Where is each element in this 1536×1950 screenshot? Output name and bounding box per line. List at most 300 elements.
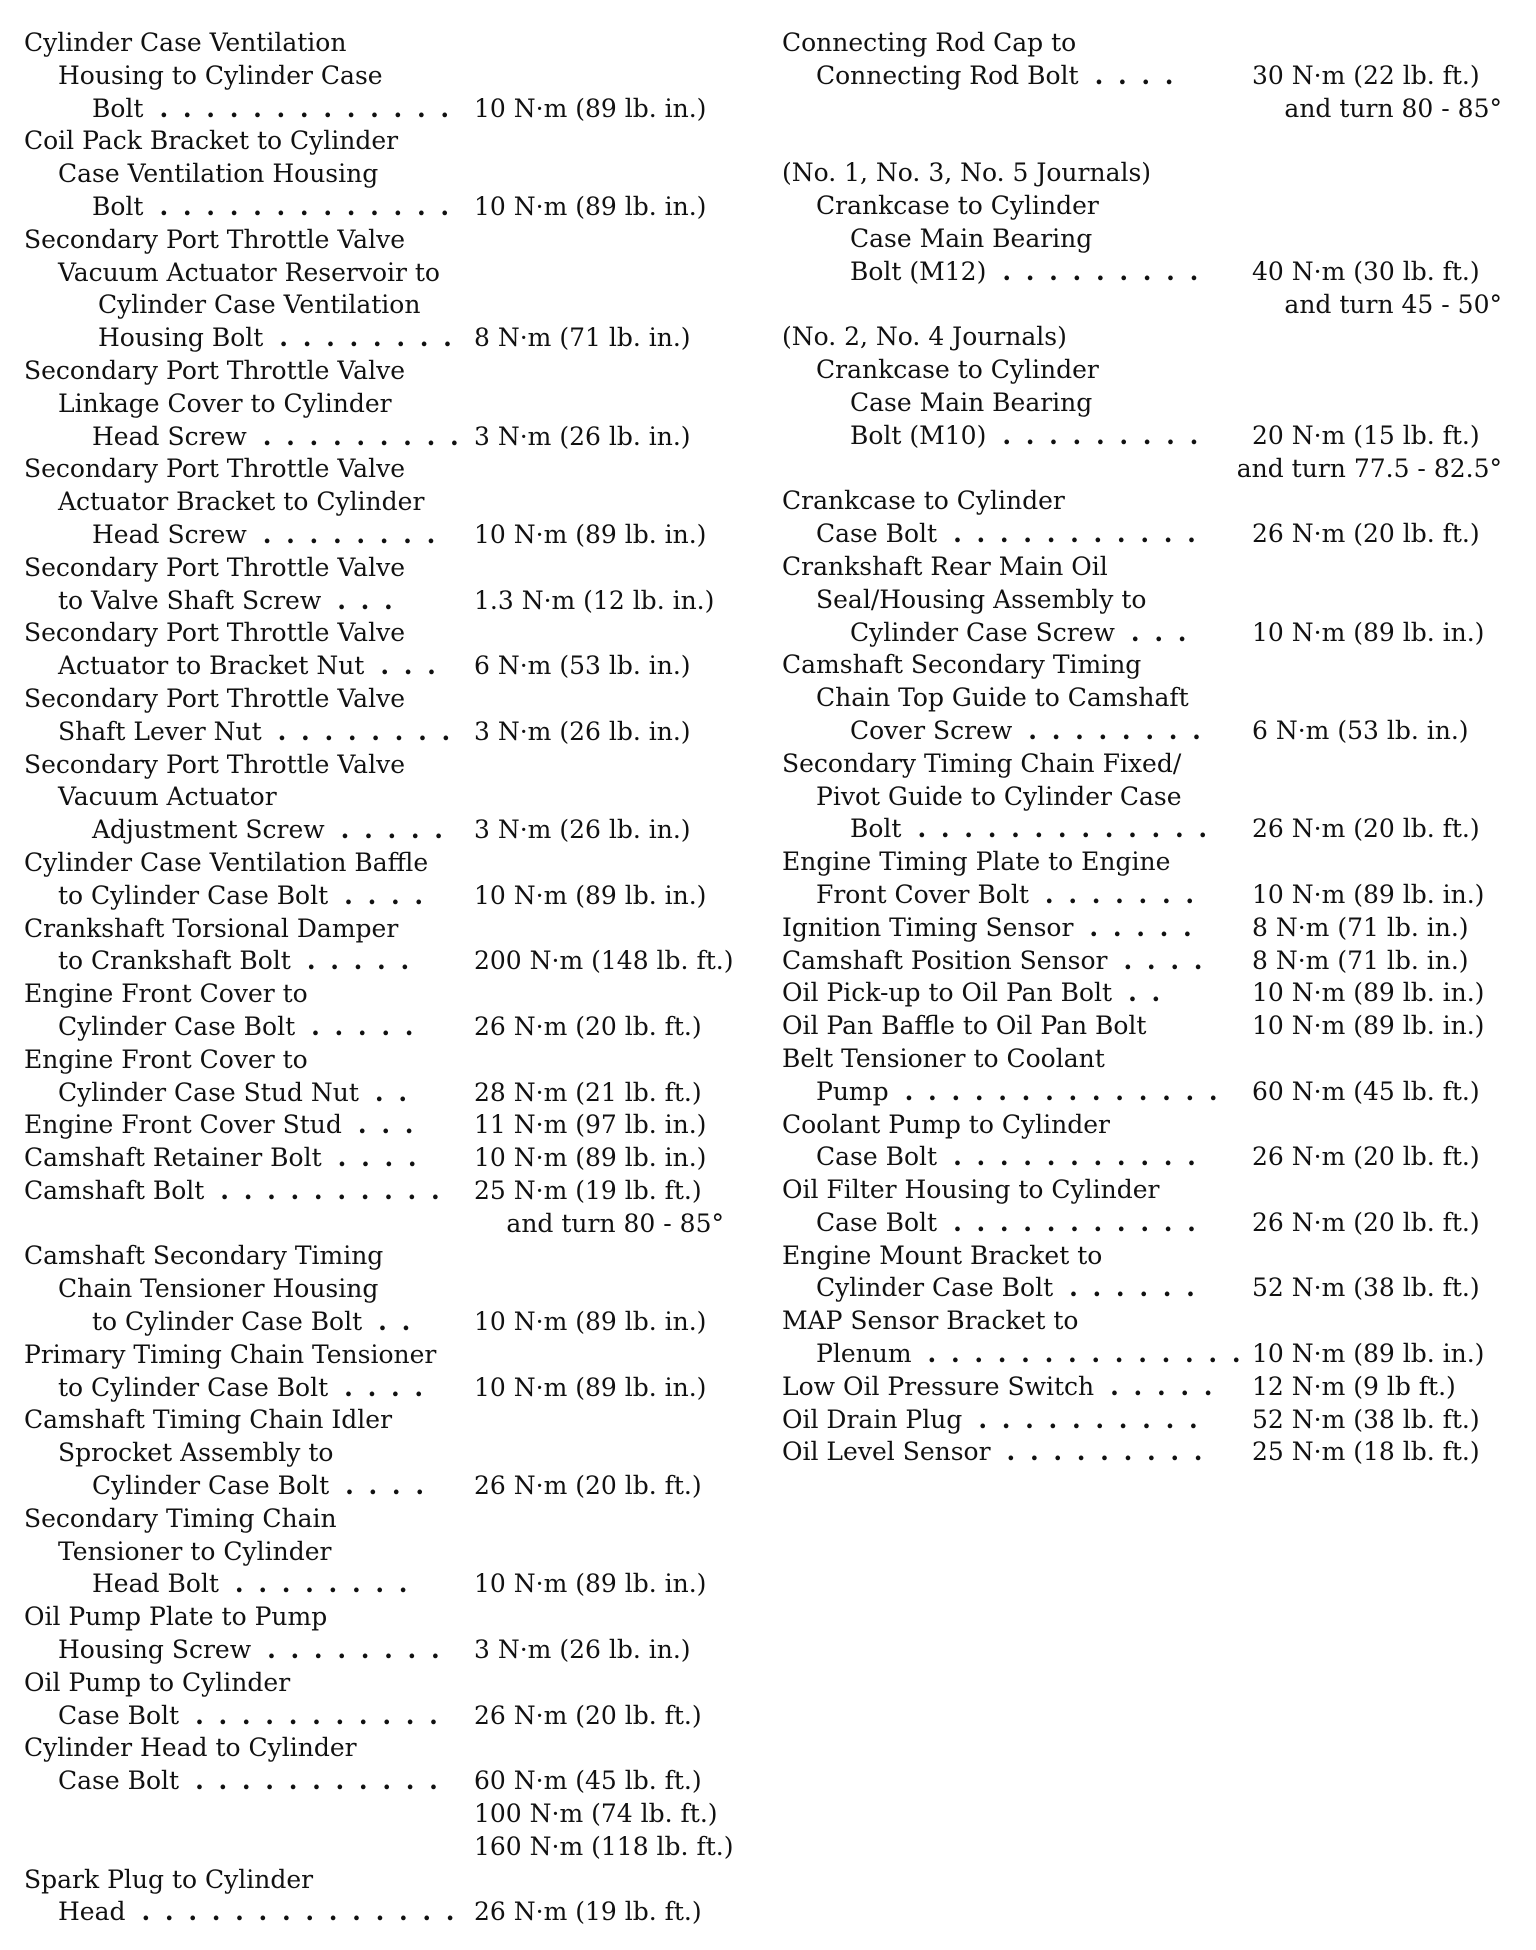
torque-value: 30 N·m (22 lb. ft.): [1252, 60, 1480, 90]
spec-line: [782, 649, 1502, 682]
spec-line: [782, 157, 1502, 190]
fastener-label: Crankshaft Torsional Damper: [24, 913, 399, 943]
spec-line: [782, 617, 1502, 650]
spec-line: [782, 551, 1502, 584]
fastener-label: Crankcase to Cylinder: [782, 486, 1065, 516]
torque-extra: [782, 93, 1502, 126]
fastener-label: Cylinder Case Bolt: [92, 1471, 330, 1501]
torque-value: 1.3 N·m (12 lb. in.): [474, 585, 715, 615]
spec-line: [24, 1536, 724, 1569]
torque-spec-entry: [782, 1305, 1502, 1371]
torque-value: 60 N·m (45 lb. ft.): [1252, 1076, 1480, 1106]
spec-line: [24, 847, 724, 880]
fastener-label: to Cylinder Case Bolt: [58, 1372, 329, 1402]
torque-extra: [24, 1798, 724, 1831]
fastener-label: Engine Front Cover Stud: [24, 1110, 342, 1140]
torque-spec-entry: [782, 912, 1502, 945]
torque-value: 26 N·m (20 lb. ft.): [1252, 1142, 1480, 1172]
fastener-label: Cylinder Case Ventilation: [98, 290, 421, 320]
spec-line: [782, 1010, 1502, 1043]
torque-extra: [782, 453, 1502, 486]
torque-spec-entry: [24, 1142, 724, 1175]
dot-leader: . . . . .: [306, 946, 413, 976]
torque-spec-entry: [24, 1404, 724, 1502]
fastener-label: to Cylinder Case Bolt: [58, 880, 329, 910]
fastener-label: Spark Plug to Cylinder: [24, 1864, 314, 1894]
spec-line: [24, 93, 724, 126]
dot-leader: . . .: [1130, 617, 1190, 647]
fastener-label: Adjustment Screw: [92, 815, 325, 845]
spec-line: [782, 682, 1502, 715]
fastener-label: Case Main Bearing: [850, 387, 1093, 417]
spec-line: [24, 1339, 724, 1372]
fastener-label: Secondary Timing Chain: [24, 1503, 337, 1533]
spec-line: [24, 1765, 724, 1798]
spec-line: [24, 1437, 724, 1470]
spec-line: [782, 354, 1502, 387]
spec-line: [24, 125, 724, 158]
torque-value: 20 N·m (15 lb. ft.): [1252, 420, 1480, 450]
fastener-label: Head Screw: [92, 421, 247, 451]
dot-leader: . . . . .: [311, 1011, 417, 1041]
spec-line: [24, 1404, 724, 1437]
torque-spec-entry: [782, 1109, 1502, 1175]
fastener-label: Primary Timing Chain Tensioner: [24, 1339, 437, 1369]
torque-spec-entry: [782, 977, 1502, 1010]
fastener-label: Crankcase to Cylinder: [816, 355, 1099, 385]
fastener-label: Cylinder Head to Cylinder: [24, 1733, 357, 1763]
dot-leader: . . . . . . . . . . . . . .: [904, 1076, 1221, 1106]
fastener-label: Connecting Rod Cap to: [782, 28, 1077, 57]
torque-spec-entry: [782, 485, 1502, 551]
fastener-label: Crankcase to Cylinder: [816, 191, 1099, 221]
spec-line: [24, 1568, 724, 1601]
spec-line: [782, 1404, 1502, 1437]
fastener-label: Oil Filter Housing to Cylinder: [782, 1175, 1160, 1205]
fastener-label: Oil Drain Plug: [782, 1404, 963, 1434]
torque-value: 200 N·m (148 lb. ft.): [474, 946, 734, 976]
dot-leader: . . . . . . . .: [234, 1569, 411, 1599]
fastener-label: Housing Bolt: [98, 323, 264, 353]
torque-value: 3 N·m (26 lb. in.): [474, 815, 691, 845]
spec-line: [782, 1371, 1502, 1404]
fastener-label: Oil Level Sensor: [782, 1437, 991, 1467]
torque-spec-entry: [782, 945, 1502, 978]
torque-spec-entry: [24, 1240, 724, 1338]
fastener-label: Vacuum Actuator Reservoir to: [58, 257, 440, 287]
dot-leader: . . . . . . . . . . .: [195, 1700, 441, 1730]
fastener-label: Case Bolt: [816, 1142, 938, 1172]
torque-spec-entry: [24, 453, 724, 551]
spec-line: [24, 683, 724, 716]
spec-line: [24, 60, 724, 93]
torque-spec-entry: [24, 847, 724, 913]
torque-value: 6 N·m (53 lb. in.): [1252, 715, 1469, 745]
fastener-label: Engine Front Cover to: [24, 1044, 308, 1074]
spec-line: [24, 1864, 724, 1897]
fastener-label: Actuator to Bracket Nut: [58, 651, 365, 681]
dot-leader: . . . . . . . . .: [262, 421, 462, 451]
spec-line: [782, 748, 1502, 781]
dot-leader: . . .: [357, 1110, 417, 1140]
fastener-label: Secondary Port Throttle Valve: [24, 749, 405, 779]
spec-line: [24, 814, 724, 847]
spec-line: [24, 880, 724, 913]
torque-value: 52 N·m (38 lb. ft.): [1252, 1273, 1480, 1303]
torque-value: 26 N·m (20 lb. ft.): [1252, 1207, 1480, 1237]
dot-leader: . . . . . . . . . . .: [953, 1142, 1199, 1172]
torque-value: 26 N·m (20 lb. ft.): [1252, 519, 1480, 549]
torque-value: 11 N·m (97 lb. in.): [474, 1110, 707, 1140]
torque-value: 28 N·m (21 lb. ft.): [474, 1077, 702, 1107]
torque-spec-entry: [782, 748, 1502, 846]
spec-line: [24, 1732, 724, 1765]
fastener-label: Secondary Port Throttle Valve: [24, 552, 405, 582]
torque-spec-entry: [24, 1339, 724, 1405]
torque-value: 26 N·m (20 lb. ft.): [474, 1011, 702, 1041]
dot-leader: . . . . .: [1110, 1371, 1216, 1401]
spec-line: [24, 421, 724, 454]
spec-line: [782, 945, 1502, 978]
dot-leader: . . . . . . . . . . . . .: [159, 191, 453, 221]
spec-line: [782, 977, 1502, 1010]
spec-line: [24, 978, 724, 1011]
spec-line: [782, 223, 1502, 256]
torque-spec-entry: [24, 1732, 734, 1863]
fastener-label: Engine Mount Bracket to: [782, 1240, 1103, 1270]
torque-spec-entry: [782, 649, 1502, 747]
dot-leader: . . . .: [337, 1143, 420, 1173]
spec-line: [24, 1700, 724, 1733]
torque-spec-entry: [782, 157, 1502, 321]
fastener-label: Case Bolt: [58, 1700, 180, 1730]
spec-line: [782, 1174, 1502, 1207]
torque-value: 10 N·m (89 lb. in.): [474, 1143, 707, 1173]
fastener-label: Head Bolt: [92, 1569, 219, 1599]
fastener-label: Secondary Port Throttle Valve: [24, 454, 405, 484]
torque-value: 10 N·m (89 lb. in.): [474, 191, 707, 221]
dot-leader: . . . . . .: [1069, 1273, 1198, 1303]
fastener-label: Cylinder Case Ventilation: [24, 28, 347, 57]
dot-leader: . . .: [380, 651, 439, 681]
fastener-label: Oil Pick-up to Oil Pan Bolt: [782, 978, 1113, 1008]
fastener-label: Oil Pan Baffle to Oil Pan Bolt: [782, 1011, 1147, 1041]
fastener-label: Secondary Port Throttle Valve: [24, 224, 405, 254]
spec-line: [24, 1601, 724, 1634]
torque-spec-entry: [24, 617, 724, 683]
spec-line: [24, 191, 724, 224]
spec-line: [782, 1305, 1502, 1338]
spec-line: [24, 781, 724, 814]
torque-spec-entry: [24, 125, 724, 223]
spec-line: [24, 1372, 724, 1405]
torque-spec-entry: [24, 1044, 724, 1110]
fastener-label: Cylinder Case Bolt: [58, 1011, 296, 1041]
fastener-label: Case Bolt: [816, 1207, 938, 1237]
fastener-label: Camshaft Bolt: [24, 1175, 205, 1205]
spec-line: [24, 1470, 724, 1503]
torque-value: 25 N·m (18 lb. ft.): [1252, 1437, 1480, 1467]
fastener-label: Plenum: [816, 1339, 912, 1369]
fastener-label: Seal/Housing Assembly to: [816, 584, 1147, 614]
fastener-label: Pump: [816, 1076, 889, 1106]
spec-line: [782, 387, 1502, 420]
torque-extra-text: and turn 80 - 85°: [506, 1208, 724, 1238]
spec-line: [24, 913, 724, 946]
spec-line: [24, 519, 724, 552]
spec-line: [782, 912, 1502, 945]
fastener-label: Tensioner to Cylinder: [58, 1536, 332, 1566]
torque-spec-entry: [782, 846, 1502, 912]
fastener-label: Head Screw: [92, 519, 247, 549]
dot-leader: . . . . . . . . . . . . . .: [141, 1897, 458, 1927]
dot-leader: . . . .: [1094, 60, 1177, 90]
left-spec-column: [24, 27, 734, 1929]
torque-value: 12 N·m (9 lb ft.): [1252, 1371, 1456, 1401]
spec-line: [782, 1207, 1502, 1240]
fastener-label: Engine Front Cover to: [24, 979, 308, 1009]
spec-line: [24, 27, 724, 60]
spec-line: [24, 322, 724, 355]
torque-value: 60 N·m (45 lb. ft.): [474, 1766, 702, 1796]
fastener-label: Engine Timing Plate to Engine: [782, 847, 1171, 877]
fastener-label: to Valve Shaft Screw: [58, 585, 322, 615]
spec-line: [24, 945, 734, 978]
spec-line: [782, 1240, 1502, 1273]
torque-value: 26 N·m (20 lb. ft.): [1252, 814, 1480, 844]
right-spec-column: [782, 27, 1502, 1469]
torque-value: 10 N·m (89 lb. in.): [474, 1307, 707, 1337]
torque-spec-entry: [782, 1240, 1502, 1306]
torque-value: 26 N·m (19 lb. ft.): [474, 1897, 702, 1927]
dot-leader: . . . . . . . .: [279, 323, 455, 353]
spec-line: [24, 1175, 724, 1208]
torque-value: 25 N·m (19 lb. ft.): [474, 1175, 702, 1205]
spec-line: [782, 27, 1502, 60]
spec-line: [24, 1077, 724, 1110]
spec-line: [24, 1011, 724, 1044]
fastener-label: Case Bolt: [816, 519, 938, 549]
torque-value: 10 N·m (89 lb. in.): [474, 93, 707, 123]
torque-value: 3 N·m (26 lb. in.): [474, 716, 691, 746]
spec-line: [782, 1109, 1502, 1142]
torque-spec-entry: [782, 1371, 1502, 1404]
torque-value: 10 N·m (89 lb. in.): [474, 1569, 707, 1599]
fastener-label: Housing to Cylinder Case: [58, 60, 383, 90]
fastener-label: Linkage Cover to Cylinder: [58, 388, 392, 418]
fastener-label: (No. 2, No. 4 Journals): [782, 322, 1067, 352]
torque-spec-entry: [24, 1503, 724, 1601]
torque-spec-entry: [782, 1436, 1502, 1469]
fastener-label: Secondary Port Throttle Valve: [24, 683, 405, 713]
spec-line: [24, 1109, 724, 1142]
fastener-label: Shaft Lever Nut: [58, 716, 262, 746]
torque-value: 26 N·m (20 lb. ft.): [474, 1471, 702, 1501]
torque-extra-text: and turn 80 - 85°: [1284, 93, 1502, 123]
fastener-label: Secondary Port Throttle Valve: [24, 618, 405, 648]
fastener-label: Case Ventilation Housing: [58, 159, 379, 189]
spec-line: [24, 453, 724, 486]
spec-line: [24, 1306, 724, 1339]
dot-leader: . . . . . . . . . . . . .: [159, 93, 453, 123]
torque-spec-entry: [24, 355, 724, 453]
dot-leader: . . . . .: [1089, 912, 1195, 942]
fastener-label: Vacuum Actuator: [58, 782, 277, 812]
fastener-label: Bolt: [850, 814, 902, 844]
torque-spec-entry: [782, 551, 1502, 649]
torque-value: 10 N·m (89 lb. in.): [474, 519, 707, 549]
fastener-label: Cylinder Case Screw: [850, 617, 1115, 647]
spec-line: [782, 1436, 1502, 1469]
fastener-label: Bolt (M12): [850, 256, 987, 286]
dot-leader: . . . . . . . .: [1028, 715, 1204, 745]
dot-leader: . . . . . . . . . .: [220, 1175, 443, 1205]
fastener-label: Camshaft Secondary Timing: [24, 1241, 384, 1271]
spec-line: [782, 420, 1502, 453]
fastener-label: Case Main Bearing: [850, 223, 1093, 253]
torque-spec-entry: [24, 224, 724, 355]
spec-line: [24, 1273, 724, 1306]
torque-spec-entry: [24, 1175, 724, 1241]
fastener-label: Low Oil Pressure Switch: [782, 1371, 1095, 1401]
torque-extra-text: 100 N·m (74 lb. ft.): [474, 1799, 718, 1829]
spec-line: [24, 1634, 724, 1667]
spec-line: [782, 879, 1502, 912]
torque-spec-entry: [782, 321, 1502, 485]
fastener-label: Oil Pump to Cylinder: [24, 1667, 291, 1697]
fastener-label: Housing Screw: [58, 1635, 252, 1665]
dot-leader: . .: [378, 1307, 414, 1337]
dot-leader: . . . . . . . . .: [1002, 256, 1202, 286]
dot-leader: . . . . . . . . . . . . .: [917, 814, 1211, 844]
spec-line: [24, 486, 724, 519]
spec-line: [24, 388, 724, 421]
spec-line: [24, 257, 724, 290]
dot-leader: . . . . . . . . .: [1006, 1437, 1206, 1467]
torque-extra-text: and turn 45 - 50°: [1284, 289, 1502, 319]
torque-value: 3 N·m (26 lb. in.): [474, 421, 691, 451]
fastener-label: Crankshaft Rear Main Oil: [782, 551, 1108, 581]
fastener-label: Coil Pack Bracket to Cylinder: [24, 126, 399, 156]
torque-value: 10 N·m (89 lb. in.): [1252, 978, 1485, 1008]
dot-leader: . . . .: [345, 1471, 428, 1501]
torque-spec-entry: [24, 749, 724, 847]
torque-spec-entry: [782, 1043, 1502, 1109]
torque-spec-entry: [24, 978, 724, 1044]
spec-line: [24, 1142, 724, 1175]
torque-value: 8 N·m (71 lb. in.): [1252, 912, 1469, 942]
fastener-label: Cylinder Case Bolt: [816, 1273, 1054, 1303]
spec-line: [24, 1044, 724, 1077]
fastener-label: Head: [58, 1897, 126, 1927]
fastener-label: Pivot Guide to Cylinder Case: [816, 781, 1182, 811]
fastener-label: Secondary Timing Chain Fixed/: [782, 748, 1182, 778]
fastener-label: Chain Top Guide to Camshaft: [816, 683, 1189, 713]
torque-value: 8 N·m (71 lb. in.): [474, 323, 691, 353]
spec-line: [782, 485, 1502, 518]
fastener-label: Bolt (M10): [850, 420, 987, 450]
dot-leader: . . .: [337, 585, 396, 615]
fastener-label: Camshaft Secondary Timing: [782, 650, 1142, 680]
torque-spec-entry: [782, 1010, 1502, 1043]
fastener-label: Secondary Port Throttle Valve: [24, 355, 405, 385]
spec-line: [24, 355, 724, 388]
torque-value: 40 N·m (30 lb. ft.): [1252, 256, 1480, 286]
dot-leader: . . . . . . . . . .: [978, 1404, 1201, 1434]
fastener-label: Actuator Bracket to Cylinder: [58, 487, 425, 517]
fastener-label: MAP Sensor Bracket to: [782, 1306, 1079, 1336]
torque-value: 10 N·m (89 lb. in.): [474, 880, 707, 910]
torque-value: 26 N·m (20 lb. ft.): [474, 1700, 702, 1730]
spec-line: [782, 584, 1502, 617]
torque-extra: [24, 1208, 724, 1241]
torque-extra: [24, 1831, 734, 1864]
torque-spec-entry: [24, 1601, 724, 1667]
torque-value: 10 N·m (89 lb. in.): [1252, 1011, 1485, 1041]
torque-spec-entry: [24, 1109, 724, 1142]
spec-line: [782, 190, 1502, 223]
fastener-label: Bolt: [92, 93, 144, 123]
spec-line: [782, 256, 1502, 289]
fastener-label: Cylinder Case Stud Nut: [58, 1077, 359, 1107]
spec-line: [782, 518, 1502, 551]
spec-line: [782, 715, 1502, 748]
torque-extra-text: 160 N·m (118 lb. ft.): [474, 1831, 734, 1861]
spec-line: [782, 1272, 1502, 1305]
fastener-label: Camshaft Retainer Bolt: [24, 1143, 322, 1173]
torque-value: 8 N·m (71 lb. in.): [1252, 945, 1469, 975]
torque-value: 10 N·m (89 lb. in.): [1252, 1339, 1485, 1369]
torque-value: 52 N·m (38 lb. ft.): [1252, 1404, 1480, 1434]
spec-line: [782, 1141, 1502, 1174]
torque-spec-entry: [782, 1174, 1502, 1240]
dot-leader: . . . .: [1123, 945, 1206, 975]
fastener-label: Camshaft Position Sensor: [782, 945, 1108, 975]
fastener-label: Oil Pump Plate to Pump: [24, 1602, 328, 1632]
fastener-label: Cylinder Case Ventilation Baffle: [24, 847, 429, 877]
dot-leader: . . . .: [344, 1372, 427, 1402]
spec-line: [782, 813, 1502, 846]
fastener-label: Chain Tensioner Housing: [58, 1274, 379, 1304]
fastener-label: Ignition Timing Sensor: [782, 912, 1074, 942]
dot-leader: . . . .: [344, 880, 427, 910]
spec-line: [24, 585, 724, 618]
torque-spec-entry: [782, 27, 1502, 125]
dot-leader: . .: [374, 1077, 411, 1107]
fastener-label: Connecting Rod Bolt: [816, 60, 1079, 90]
spec-line: [24, 552, 724, 585]
spec-line: [782, 60, 1502, 93]
fastener-label: Case Bolt: [58, 1766, 180, 1796]
torque-extra: [782, 289, 1502, 322]
dot-leader: . . . . . . .: [1044, 879, 1198, 909]
fastener-label: to Crankshaft Bolt: [58, 946, 291, 976]
dot-leader: . . . . . . . .: [277, 716, 454, 746]
torque-spec-entry: [24, 27, 724, 125]
torque-extra-text: and turn 77.5 - 82.5°: [1236, 453, 1502, 483]
torque-value: 10 N·m (89 lb. in.): [1252, 617, 1485, 647]
spec-line: [24, 1240, 724, 1273]
spec-line: [782, 781, 1502, 814]
torque-spec-entry: [782, 1404, 1502, 1437]
spec-line: [782, 1338, 1502, 1371]
spec-line: [24, 716, 724, 749]
torque-spec-entry: [24, 1667, 724, 1733]
torque-spec-entry: [24, 683, 724, 749]
spec-line: [24, 749, 724, 782]
torque-value: 6 N·m (53 lb. in.): [474, 651, 691, 681]
dot-leader: . .: [1128, 978, 1164, 1008]
